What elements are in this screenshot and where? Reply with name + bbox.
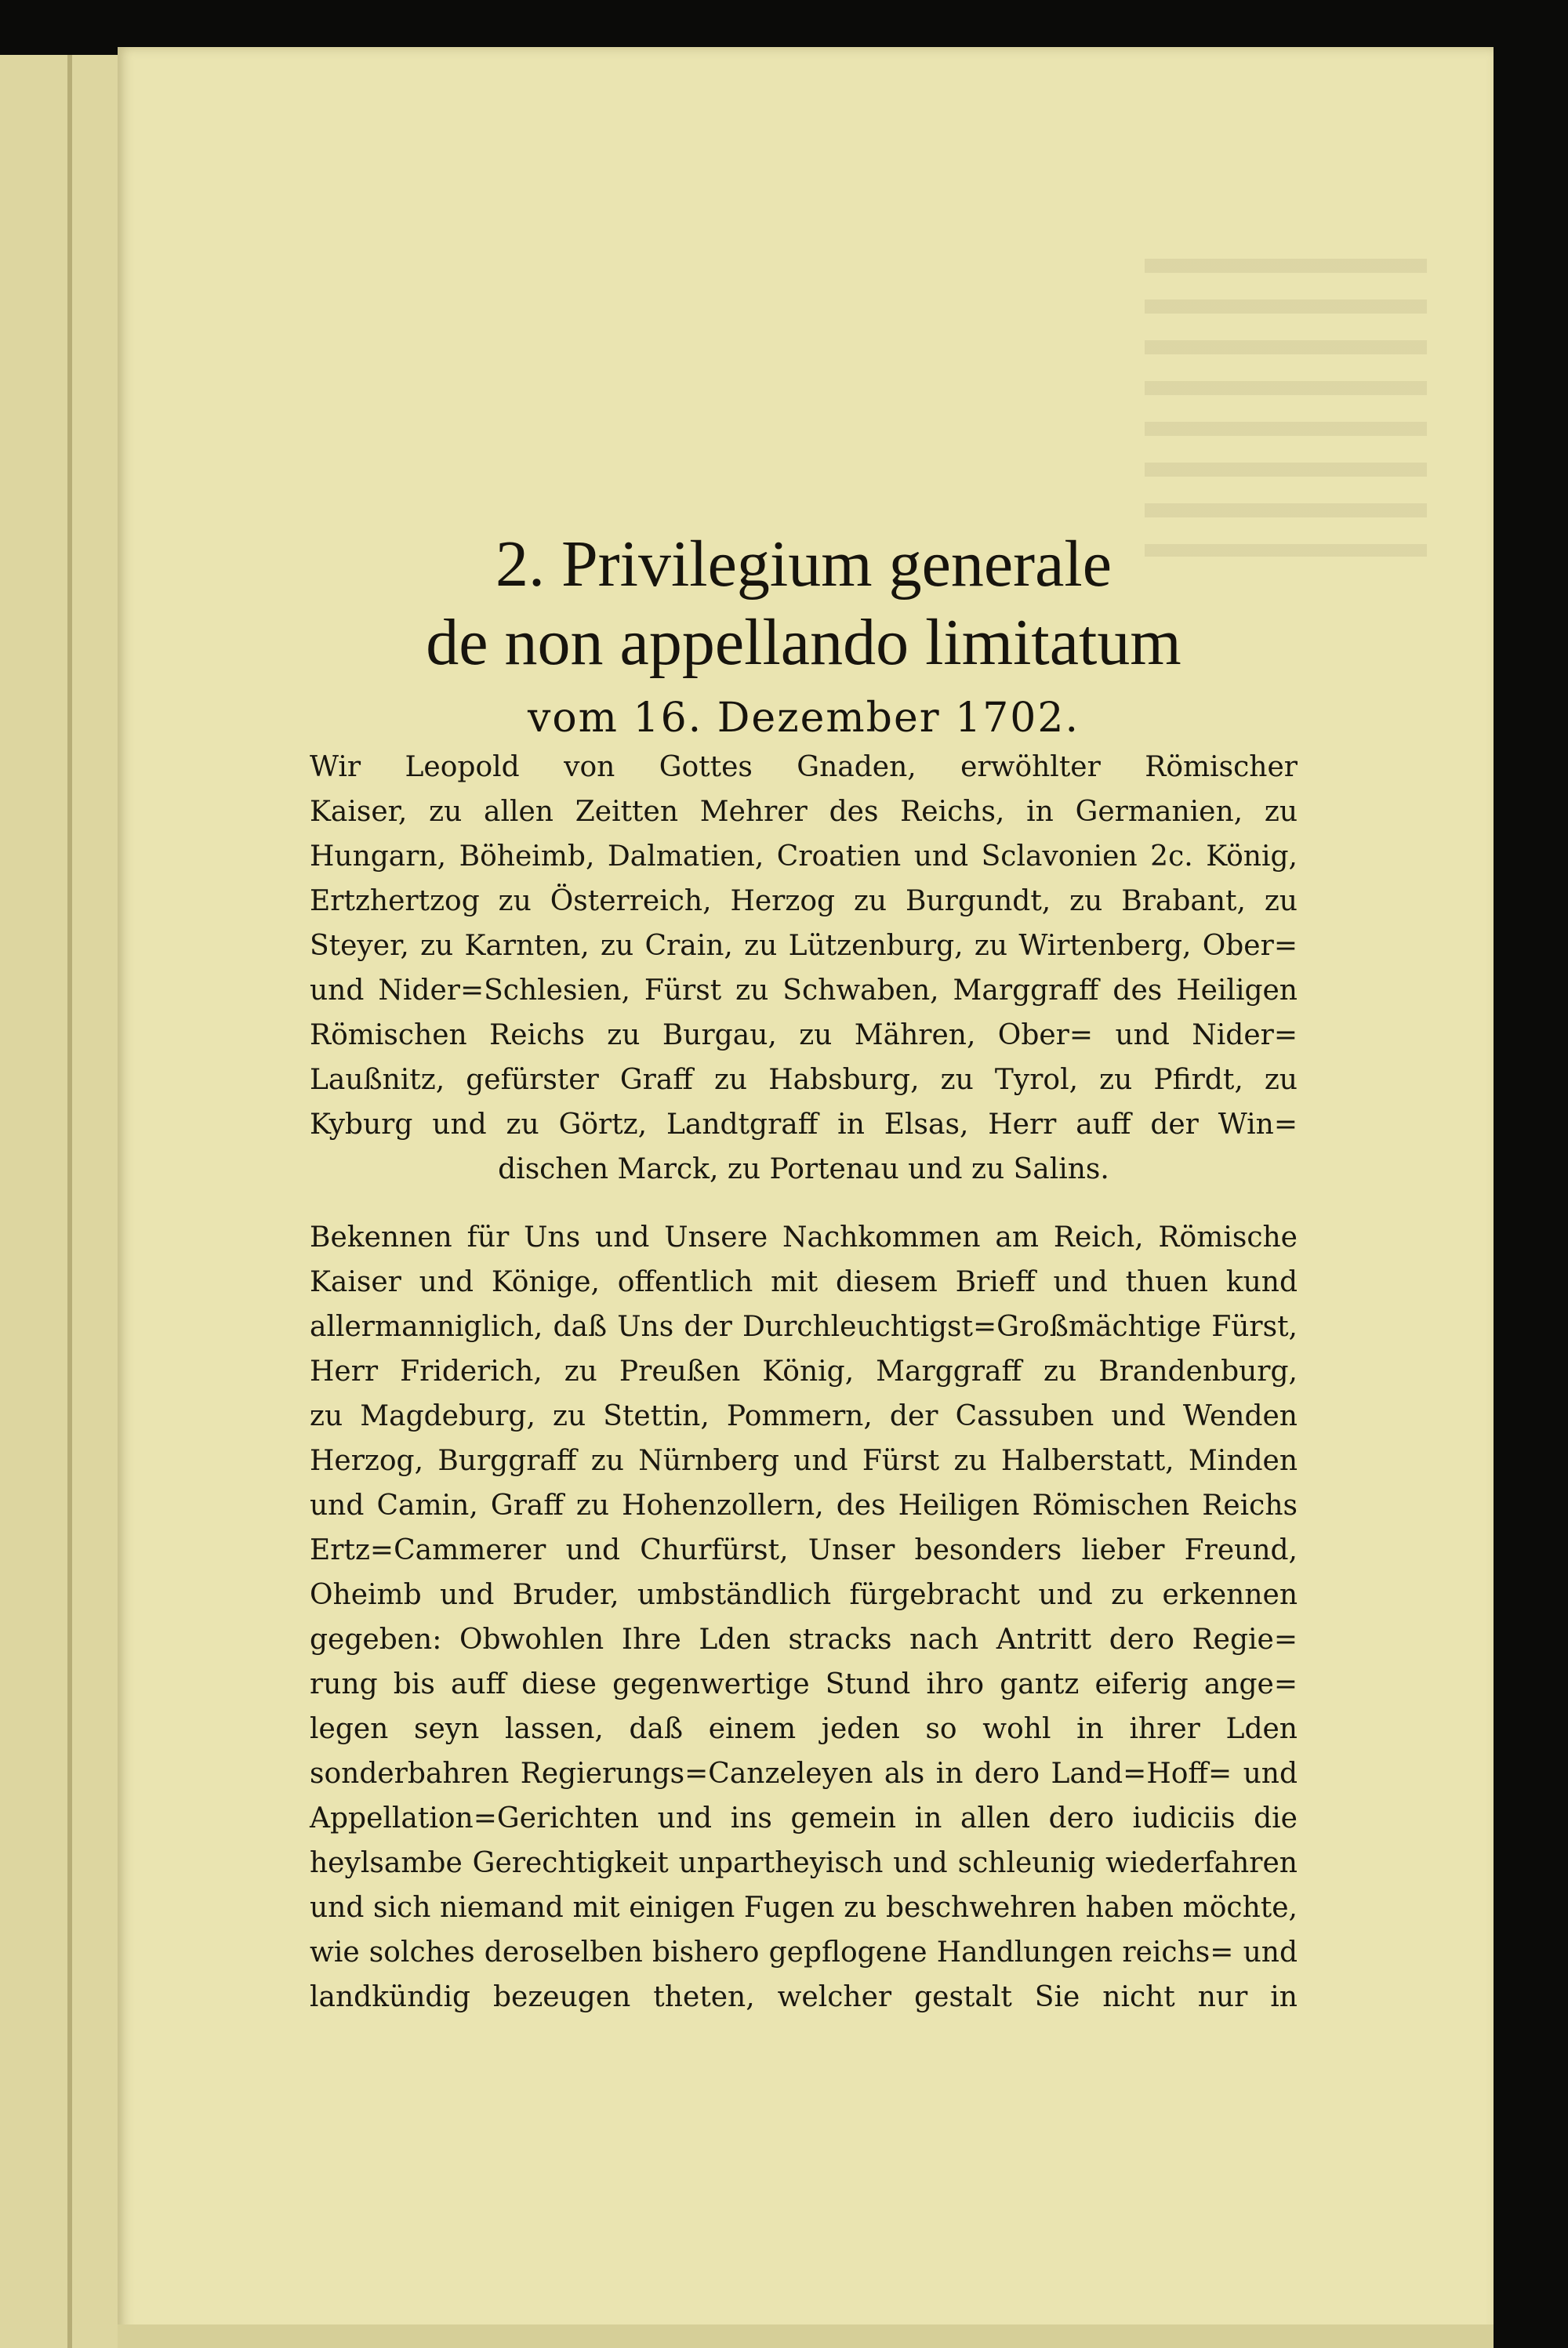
text-line: sonderbahren Regierungs=Canzeleyen als in dero Land=Hoff= und: [310, 1758, 1298, 1790]
text-line: Römischen Reichs zu Burgau, zu Mähren, Ober= und Nider=: [310, 1019, 1298, 1051]
text-line: landkündig bezeugen theten, welcher gestalt Sie nicht nur in: [310, 1981, 1298, 2013]
paragraph-intitulatio: [310, 745, 1298, 1192]
text-line: heylsambe Gerechtigkeit unpartheyisch und schleunig wiederfahren: [310, 1847, 1298, 1879]
text-line: legen seyn lassen, daß einem jeden so wohl in ihrer Lden: [310, 1713, 1298, 1745]
text-line: Kyburg und zu Görtz, Landtgraff in Elsas, Herr auff der Win=: [310, 1109, 1298, 1141]
text-line: zu Magdeburg, zu Stettin, Pommern, der Cassuben und Wenden: [310, 1400, 1298, 1432]
text-line: allermanniglich, daß Uns der Durchleuchtigst=Großmächtige Fürst,: [310, 1311, 1298, 1343]
text-line: und sich niemand mit einigen Fugen zu beschwehren haben möchte,: [310, 1892, 1298, 1924]
text-line: und Nider=Schlesien, Fürst zu Schwaben, Marggraff des Heiligen: [310, 974, 1298, 1007]
title-line-1: 2. Privilegium generale: [495, 528, 1112, 601]
text-line: Hungarn, Böheimb, Dalmatien, Croatien und Sclavonien 2c. König,: [310, 840, 1298, 873]
document-heading: [310, 525, 1298, 746]
text-line: Ertz=Cammerer und Churfürst, Unser besonders lieber Freund,: [310, 1534, 1298, 1566]
text-line: Herr Friderich, zu Preußen König, Marggraff zu Brandenburg,: [310, 1355, 1298, 1388]
previous-page-fold: [67, 55, 72, 2348]
text-line: Laußnitz, gefürster Graff zu Habsburg, zu Tyrol, zu Pfirdt, zu: [310, 1064, 1298, 1096]
date-line: vom 16. Dezember 1702.: [527, 695, 1080, 742]
page-bottom-edge: [118, 2324, 1494, 2348]
text-line: Kaiser und Könige, offentlich mit diesem Brieff und thuen kund: [310, 1266, 1298, 1298]
text-line: und Camin, Graff zu Hohenzollern, des Heiligen Römischen Reichs: [310, 1490, 1298, 1522]
text-line: dischen Marck, zu Portenau und zu Salins.: [498, 1153, 1109, 1185]
text-line: Steyer, zu Karnten, zu Crain, zu Lützenburg, zu Wirtenberg, Ober=: [310, 930, 1298, 962]
text-line: Wir Leopold von Gottes Gnaden, erwöhlter Römischer: [310, 751, 1298, 783]
text-line: Kaiser, zu allen Zeitten Mehrer des Reichs, in Germanien, zu: [310, 796, 1298, 828]
text-line: Oheimb und Bruder, umbständlich fürgebracht und zu erkennen: [310, 1579, 1298, 1611]
text-line: Ertzhertzog zu Österreich, Herzog zu Burgundt, zu Brabant, zu: [310, 885, 1298, 917]
text-line: gegeben: Obwohlen Ihre Lden stracks nach Antritt dero Regie=: [310, 1624, 1298, 1656]
text-line: Appellation=Gerichten und ins gemein in allen dero iudiciis die: [310, 1802, 1298, 1834]
text-line: Bekennen für Uns und Unsere Nachkommen am Reich, Römische: [310, 1221, 1298, 1254]
bleed-through-text: [1145, 259, 1427, 557]
text-line: Herzog, Burggraff zu Nürnberg und Fürst zu Halberstatt, Minden: [310, 1445, 1298, 1477]
title-line-2: de non appellando limitatum: [426, 606, 1181, 679]
paragraph-narratio: [310, 1215, 1298, 2020]
text-line: wie solches deroselben bishero gepflogene Handlungen reichs= und: [310, 1936, 1298, 1969]
text-line: rung bis auff diese gegenwertige Stund ihro gantz eiferig ange=: [310, 1668, 1298, 1700]
